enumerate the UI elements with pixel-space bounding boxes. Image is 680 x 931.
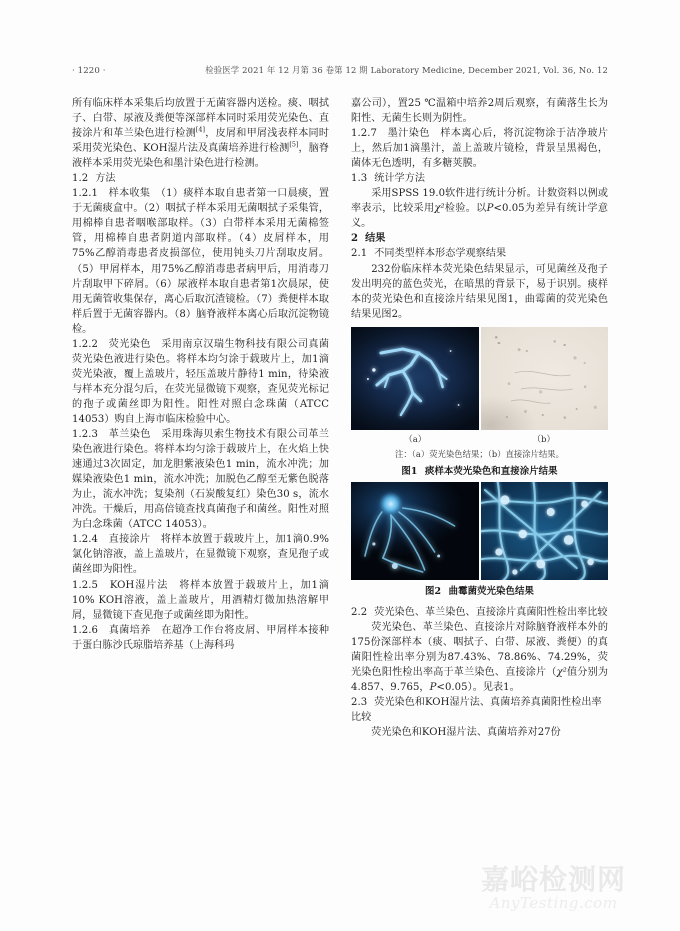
figure-2-caption (351, 583, 608, 597)
heading-2-3-title: 荧光染色和KOH湿片法、真菌培养真菌阳性检出率比较 (351, 696, 602, 724)
heading-2-1-number: 2.1 (351, 248, 368, 260)
para-text-3: ，脑脊液样本采用荧光染色和墨汁染色进行检测。 (72, 143, 329, 170)
section-1-2-4 (72, 532, 329, 577)
para-text-1: 所有临床样本采集后均放置于无菌容器内送检。痰、咽拭子、白带、尿液及粪便等深部样本同时采用荧光染色、直接涂片和革兰染色进行检测 (72, 98, 329, 140)
folio-page-number: · 1220 · (72, 66, 106, 76)
figure-1-note: 注：（a）荧光染色结果；（b）直接涂片结果。 (395, 448, 564, 459)
stats-text-b: 检验。以 (444, 203, 487, 215)
section-1-2-1-body: （1）痰样本取自患者第一口晨痰，置于无菌痰盒中。（2）咽拭子样本采用无菌咽拭子采集管，用棉棒自患者咽喉部取样。（3）白带样本采用无菌棉签管，用棉棒自患者阴道内部取样。（4）皮屑样本，用75%乙醇消毒患者皮损部位，使用钝头刀片刮取皮屑。（5）甲屑样本，用75%乙醇消毒患者病甲后，用消毒刀片刮取甲下碎屑。（6）尿液样本取自患者第1次晨尿，使用无菌管收集保存，离心后取沉渣镜检。（7）粪便样本取样后置于无菌容器内。（8）脑脊液样本离心后取沉淀物镜检。 (72, 188, 329, 335)
figure-2b-aspergillus-bright-micrograph (481, 482, 609, 580)
heading-1-2 (72, 171, 329, 186)
section-1-2-1-title: 样本收集 (108, 188, 151, 200)
heading-2-1 (351, 246, 608, 261)
journal-citation-line: 检验医学 2021 年 12 月第 36 卷第 12 期 Laboratory Medicine, December 2021, Vol. 36, No. 12 (205, 65, 608, 75)
running-head (72, 64, 608, 80)
figure-1-sublabels (351, 433, 608, 445)
p-value-symbol: P (486, 203, 494, 215)
figure-1-caption-text: 痰样本荧光染色和直接涂片结果 (424, 465, 558, 477)
section-1-2-6 (72, 623, 329, 653)
figure-1-sublabel-a: （a） (404, 434, 427, 445)
section-1-2-1-number: 1.2.1 (72, 188, 98, 200)
figure-1 (351, 327, 608, 477)
figure-1a-fluorescence-micrograph (351, 327, 479, 430)
heading-2-results (351, 231, 608, 246)
stats-text-c: <0.05为差异有统计学意义。 (351, 203, 608, 230)
figure-1-sublabel-b: （b） (532, 434, 556, 445)
paragraph-detection-rate-comparison (351, 620, 608, 695)
figure-2-caption-lead: 图2 (425, 585, 442, 597)
section-1-2-4-number: 1.2.4 (72, 534, 98, 546)
heading-2-number: 2 (351, 233, 359, 245)
section-1-2-5 (72, 578, 329, 623)
heading-2-1-title: 不同类型样本形态学观察结果 (374, 248, 507, 260)
section-1-2-6-title: 真菌培养 (108, 624, 151, 636)
section-1-2-5-number: 1.2.5 (72, 579, 98, 591)
chi-square-symbol-2: χ² (556, 666, 567, 678)
section-1-2-3-body: 采用珠海贝索生物技术有限公司革兰染色液进行染色。将样本均匀涂于载玻片上，在火焰上快速通过3次固定，加龙胆紫液染色1 min，流水冲洗；加媒染液染色1 min，流水冲洗；加脱色乙醇至无紫色脱落为止，流水冲洗；复染剂（石炭酸复红）染色30 s，流水冲洗。干燥后，用高倍镜查找真菌孢子和菌丝。阳性对照为白念珠菌（ATCC 14053）。 (72, 429, 329, 531)
section-1-2-2-body: 采用南京汉瑞生物科技有限公司真菌荧光染色液进行染色。将样本均匀涂于载玻片上，加1滴荧光染液，覆上盖玻片，轻压盖玻片静待1 min，待染液与样本充分混匀后，在荧光显微镜下观察，查见荧光标记的孢子或菌丝即为阳性。阳性对照白念珠菌（ATCC 14053）购自上海市临床检验中心。 (72, 338, 329, 425)
section-1-2-7-body: 样本离心后，将沉淀物涂于洁净玻片上，然后加1滴墨汁，盖上盖玻片镜检，背景呈黑褐色，菌体无色透明，有多糖荚膜。 (351, 128, 608, 170)
right-column (351, 96, 608, 896)
stats-text-a: 采用SPSS 19.0软件进行统计分析。计数资料以例或率表示，比较采用 (351, 188, 608, 215)
watermark-english-text: AnyTesting.com (489, 894, 618, 913)
paragraph-sample-handling (72, 96, 329, 171)
figure-1-caption (351, 463, 608, 477)
section-1-2-5-title: KOH湿片法 (109, 579, 169, 591)
section-1-2-7-number: 1.2.7 (351, 128, 377, 140)
section-1-2-6-number: 1.2.6 (72, 624, 98, 636)
section-1-2-6-body: 在超净工作台将皮屑、甲屑样本接种于蛋白胨沙氏琼脂培养基（上海科玛 (72, 624, 329, 651)
detect-text-a: 荧光染色、革兰染色、直接涂片对除脑脊液样本外的175份深部样本（痰、咽拭子、白带、尿液、粪便）的真菌阳性检出率分别为87.43%、78.86%、74.29%，荧光染色阳性检出率高于革兰染色、直接涂片（ (351, 621, 608, 678)
figure-1-caption-lead: 图1 (401, 465, 418, 477)
section-1-2-2-number: 1.2.2 (72, 338, 98, 350)
chi-square-symbol: χ² (434, 203, 445, 215)
body-columns (72, 96, 608, 896)
section-1-2-4-title: 直接涂片 (108, 534, 151, 546)
heading-2-2-number: 2.2 (351, 606, 368, 618)
aspergillus-mycelium-illustration (481, 482, 609, 580)
section-1-2-5-body: 将样本放置于载玻片上，加1滴10% KOH溶液，盖上盖玻片，用酒精灯微加热溶解甲屑，显微镜下查见孢子或菌丝即为阳性。 (72, 579, 329, 621)
heading-2-title: 结果 (365, 233, 386, 245)
paragraph-statistics (351, 186, 608, 231)
heading-1-2-number: 1.2 (72, 173, 89, 185)
p-value-symbol-2: P (429, 681, 437, 693)
heading-1-3-title: 统计学方法 (374, 173, 425, 185)
section-1-2-3-title: 革兰染色 (108, 429, 151, 441)
para-text-2: ，皮屑和甲屑浅表样本同时采用荧光染色、KOH湿片法及真菌培养进行检测 (72, 128, 329, 155)
left-column (72, 96, 329, 896)
section-1-2-7-title: 墨汁染色 (387, 128, 430, 140)
figure-2 (351, 482, 608, 597)
figure-1b-direct-smear-micrograph (481, 327, 609, 430)
heading-2-2-title: 荧光染色、革兰染色、直接涂片真菌阳性检出率比较 (374, 606, 608, 618)
section-1-2-3-number: 1.2.3 (72, 429, 98, 441)
direct-smear-illustration (481, 327, 609, 430)
section-1-2-3 (72, 427, 329, 532)
heading-1-2-title: 方法 (95, 173, 116, 185)
paragraph-culture-continued: 嘉公司），置25 ℃温箱中培养2周后观察，有菌落生长为阳性、无菌生长则为阴性。 (351, 98, 608, 125)
aspergillus-conidiophore-illustration (351, 482, 479, 580)
watermark-chinese-text: 嘉峪检测网 (480, 863, 626, 897)
reference-marker-5: [5] (289, 140, 299, 149)
section-1-2-7 (351, 126, 608, 171)
detect-text-b: 值分别为4.857、9.765， (351, 666, 608, 693)
hyphae-fluorescence-illustration (351, 327, 479, 430)
section-1-2-4-body: 将样本放置于载玻片上，加1滴0.9%氯化钠溶液，盖上盖玻片，在显微镜下观察，查见孢子或菌丝即为阳性。 (72, 534, 329, 576)
section-1-2-2 (72, 337, 329, 427)
heading-1-3-number: 1.3 (351, 173, 368, 185)
figure-2a-aspergillus-dark-micrograph (351, 482, 479, 580)
paragraph-morphology-results: 232份临床样本荧光染色结果显示，可见菌丝及孢子发出明亮的蓝色荧光，在暗黑的背景下，易于识别。痰样本的荧光染色和直接涂片结果见图1，曲霉菌的荧光染色结果见图2。 (351, 263, 608, 320)
heading-1-3 (351, 171, 608, 186)
figure-1-images (351, 327, 608, 430)
section-1-2-2-title: 荧光染色 (108, 338, 151, 350)
reference-marker-4: [4] (195, 125, 206, 134)
detect-text-c: <0.05）。见表1。 (436, 681, 520, 693)
section-1-2-1 (72, 186, 329, 336)
heading-2-3-number: 2.3 (351, 696, 368, 708)
heading-2-3 (351, 695, 608, 725)
figure-2-caption-text: 曲霉菌荧光染色结果 (448, 585, 534, 597)
heading-2-2 (351, 605, 608, 620)
paragraph-koh-culture-comparison: 荧光染色和KOH湿片法、真菌培养对27份 (371, 727, 561, 739)
figure-2-images (351, 482, 608, 580)
